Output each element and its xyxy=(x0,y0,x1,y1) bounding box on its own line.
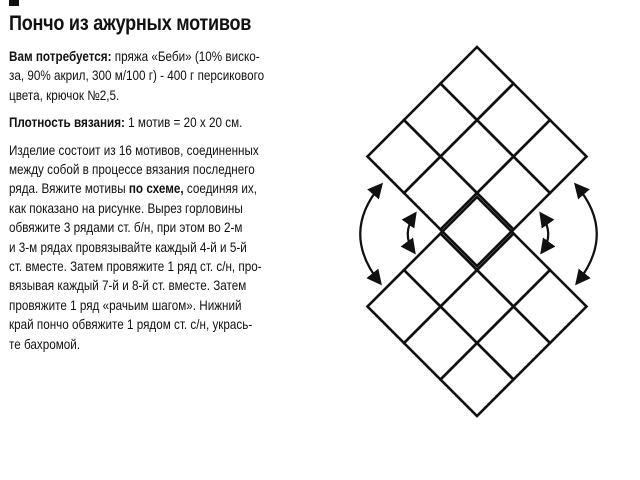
gauge-label: Плотность вязания: xyxy=(9,115,125,131)
motif-square-upper xyxy=(477,84,550,157)
instruction-line: провяжите 1 ряд «рачьим шагом». Нижний xyxy=(9,297,242,313)
instruction-line: Изделие состоит из 16 мотивов, соединенных xyxy=(9,142,259,158)
instruction-line: край пончо обвяжите 1 рядом ст. с/н, укрась- xyxy=(9,317,253,333)
gauge-value: 1 мотив = 20 х 20 см. xyxy=(124,115,243,131)
motif-square-upper xyxy=(477,157,550,230)
motif-square-lower xyxy=(514,270,587,343)
motif-square-upper xyxy=(441,120,514,193)
materials-line: цвета, крючок №2,5. xyxy=(9,87,120,103)
instruction-line: обвяжите 3 рядами ст. б/н, при этом во 2-м xyxy=(9,220,243,236)
materials-line: за, 90% акрил, 300 м/100 г) - 400 г персикового xyxy=(9,68,265,84)
materials-label: Вам потребуется: xyxy=(9,49,112,64)
motif-grid xyxy=(368,47,587,416)
motif-square-upper xyxy=(404,157,477,230)
join-arrow-inner-right xyxy=(541,214,548,252)
motif-square-lower xyxy=(404,234,477,307)
instruction-line: соединяя их, xyxy=(183,181,257,197)
instruction-line: те бахромой. xyxy=(9,336,81,352)
instruction-line: ст. вместе. Затем провяжите 1 ряд ст. с/н, про- xyxy=(9,259,262,275)
motif-square-lower xyxy=(477,234,550,307)
instruction-line: ряда. Вяжите мотивы xyxy=(9,181,129,197)
instruction-line: как показано на рисунке. Вырез горловины xyxy=(9,200,243,216)
motif-square-upper xyxy=(404,84,477,157)
instruction-emphasis: по схеме, xyxy=(128,181,184,197)
materials-line: пряжа «Беби» (10% виско- xyxy=(111,49,260,64)
join-arrow-inner-left xyxy=(408,214,415,252)
page-title: Пончо из ажурных мотивов xyxy=(9,12,252,35)
instruction-line: и 3-м рядах провязывайте каждый 4-й и 5-й xyxy=(9,239,247,255)
instruction-line: вязывая каждый 7-й и 8-й ст. вместе. Затем xyxy=(9,278,247,294)
motif-square-lower xyxy=(441,343,514,416)
motif-square-lower xyxy=(404,307,477,380)
instruction-line: между собой в процессе вязания последнего xyxy=(9,162,255,178)
motif-square-upper xyxy=(368,120,441,193)
motif-square-upper xyxy=(441,47,514,120)
join-arrow-outer-left xyxy=(360,185,381,283)
motif-square-lower xyxy=(441,197,514,270)
motif-square-upper xyxy=(514,120,587,193)
motif-square-upper xyxy=(441,193,514,266)
motif-square-lower xyxy=(477,307,550,380)
motif-square-lower xyxy=(441,270,514,343)
join-arrow-outer-right xyxy=(576,185,597,283)
